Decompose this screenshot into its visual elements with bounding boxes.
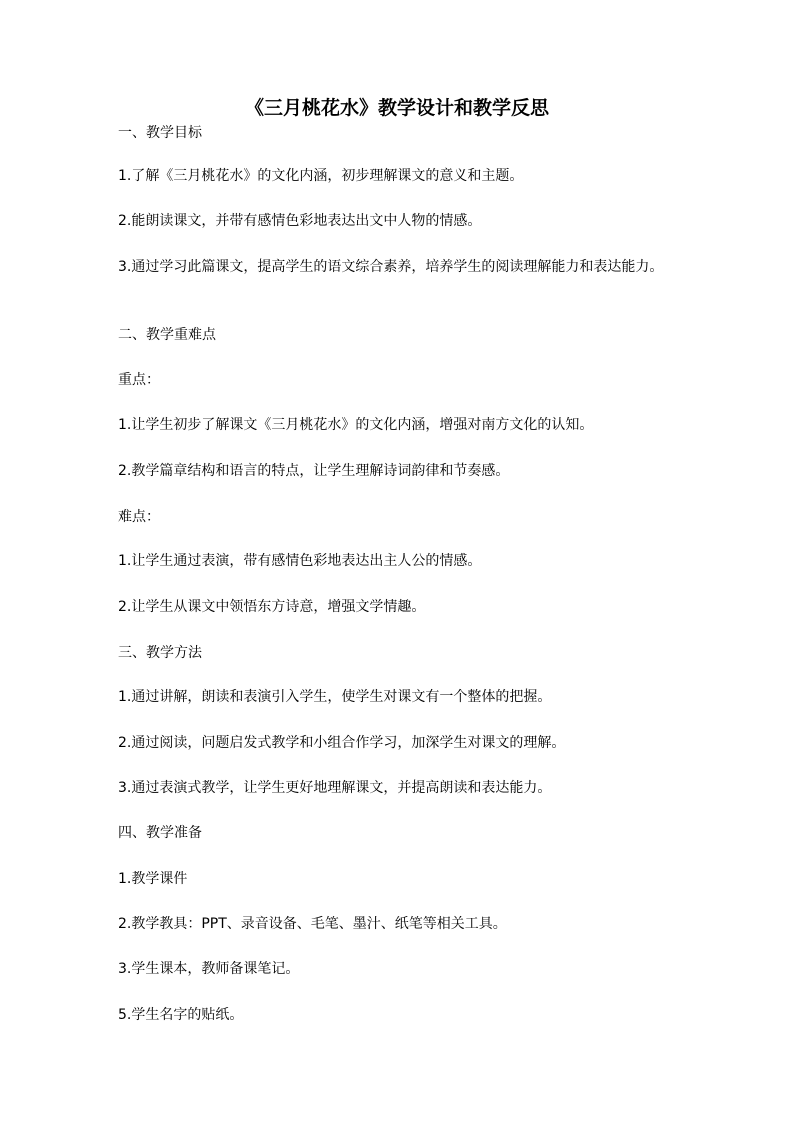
preparation-item-1: 1.教学课件 <box>118 871 188 887</box>
preparation-item-5: 5.学生名字的贴纸。 <box>118 1007 244 1023</box>
difficulty-label: 难点： <box>118 509 160 525</box>
document-title: 《三月桃花水》教学设计和教学反思 <box>244 97 549 119</box>
key-points-label: 重点： <box>118 372 160 388</box>
method-item-2: 2.通过阅读，问题启发式教学和小组合作学习，加深学生对课文的理解。 <box>118 735 566 751</box>
key-point-item-1: 1.让学生初步了解课文《三月桃花水》的文化内涵，增强对南方文化的认知。 <box>118 417 594 433</box>
difficulty-item-2: 2.让学生从课文中领悟东方诗意，增强文学情趣。 <box>118 599 426 615</box>
section-heading-preparation: 四、教学准备 <box>118 825 202 841</box>
section-heading-methods: 三、教学方法 <box>118 645 202 661</box>
method-item-3: 3.通过表演式教学，让学生更好地理解课文，并提高朗读和表达能力。 <box>118 780 552 796</box>
preparation-item-2: 2.教学教具：PPT、录音设备、毛笔、墨汁、纸笔等相关工具。 <box>118 916 507 932</box>
preparation-item-3: 3.学生课本，教师备课笔记。 <box>118 961 300 977</box>
section-heading-objectives: 一、教学目标 <box>118 125 202 141</box>
section-heading-key-points: 二、教学重难点 <box>118 327 216 343</box>
objective-item-1: 1.了解《三月桃花水》的文化内涵，初步理解课文的意义和主题。 <box>118 168 524 184</box>
objective-item-3: 3.通过学习此篇课文，提高学生的语文综合素养，培养学生的阅读理解能力和表达能力。 <box>118 259 664 275</box>
difficulty-item-1: 1.让学生通过表演，带有感情色彩地表达出主人公的情感。 <box>118 553 482 569</box>
method-item-1: 1.通过讲解，朗读和表演引入学生，使学生对课文有一个整体的把握。 <box>118 689 552 705</box>
objective-item-2: 2.能朗读课文，并带有感情色彩地表达出文中人物的情感。 <box>118 213 482 229</box>
key-point-item-2: 2.教学篇章结构和语言的特点，让学生理解诗词韵律和节奏感。 <box>118 463 510 479</box>
